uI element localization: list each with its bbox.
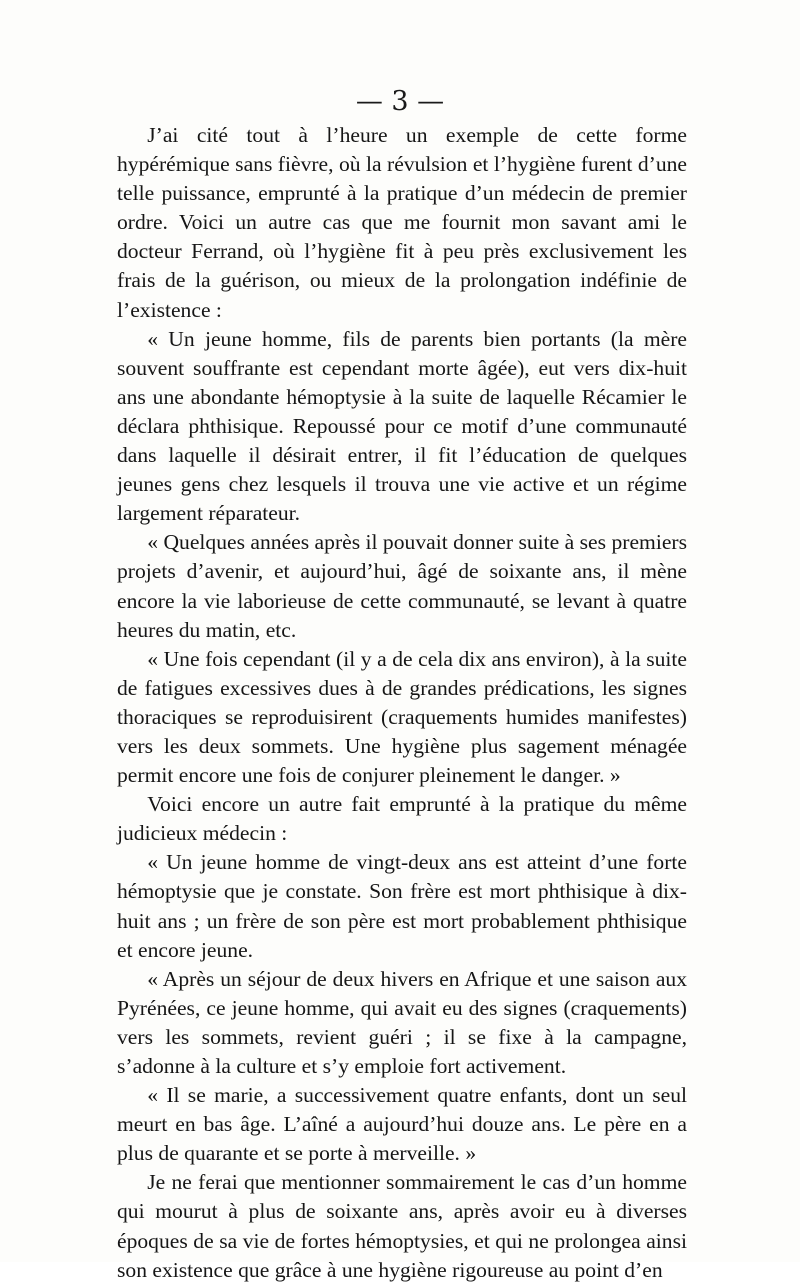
paragraph-6: « Un jeune homme de vingt-deux ans est atteint d’une forte hémoptysie que je constate. Son frère est mort phthisique à dix-huit ans ; un frère de son père est mort probablement phthisique et encore jeune. <box>117 850 687 962</box>
paragraph-2: « Un jeune homme, fils de parents bien portants (la mère souvent souffrante est cependant morte âgée), eut vers dix-huit ans une abondante hémoptysie à la suite de laquelle Récamier le déclara phthisique. Repoussé pour ce motif d’une communauté dans laquelle il désirait entrer, il fit l’éducation de quelques jeunes gens chez lesquels il trouva une vie active et un régime largement réparateur. <box>117 326 687 526</box>
body-text <box>117 121 687 1285</box>
paragraph-7: « Après un séjour de deux hivers en Afrique et une saison aux Pyrénées, ce jeune homme, qui avait eu des signes (craquements) vers les sommets, revient guéri ; il se fixe à la campagne, s’adonne à la culture et s’y emploie fort activement. <box>117 966 687 1078</box>
paragraph-9: Je ne ferai que mentionner sommairement le cas d’un homme qui mourut à plus de soixante ans, après avoir eu à diverses époques de sa vie de fortes hémoptysies, et qui ne prolongea ainsi son existence que grâce à une hygiène rigoureuse au point d’en <box>117 1170 687 1282</box>
paragraph-1: J’ai cité tout à l’heure un exemple de cette forme hypérémique sans fièvre, où la révulsion et l’hygiène furent d’une telle puissance, emprunté à la pratique d’un médecin de premier ordre. Voici un autre cas que me fournit mon savant ami le docteur Ferrand, où l’hygiène fit à peu près exclusivement les frais de la guérison, ou mieux de la prolongation indéfinie de l’existence : <box>117 123 687 322</box>
paragraph-5: Voici encore un autre fait emprunté à la pratique du même judicieux médecin : <box>117 792 687 846</box>
paragraph-8: « Il se marie, a successivement quatre enfants, dont un seul meurt en bas âge. L’aîné a aujourd’hui douze ans. Le père en a plus de quarante et se porte à merveille. » <box>117 1083 687 1166</box>
page-number: — 3 — <box>355 86 445 117</box>
paragraph-4: « Une fois cependant (il y a de cela dix ans environ), à la suite de fatigues excessives dues à de grandes prédications, les signes thoraciques se reproduisirent (craquements humides manifestes) vers les deux sommets. Une hygiène plus sagement ménagée permit encore une fois de conjurer pleinement le danger. » <box>117 646 687 788</box>
paragraph-3: « Quelques années après il pouvait donner suite à ses premiers projets d’avenir, et aujourd’hui, âgé de soixante ans, il mène encore la vie laborieuse de cette communauté, se levant à quatre heures du matin, etc. <box>117 530 687 642</box>
